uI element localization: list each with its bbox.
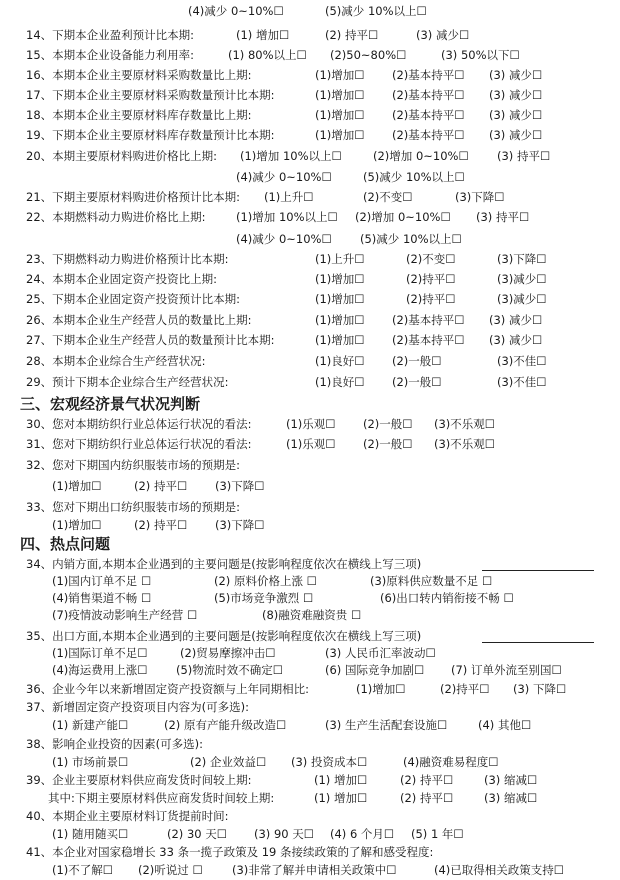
question-line	[0, 290, 620, 309]
question-line	[0, 250, 620, 269]
question-line	[0, 771, 620, 790]
answer-option[interactable]: (5) 1 年☐	[411, 827, 464, 841]
question-line	[0, 230, 620, 249]
question-line	[0, 311, 620, 330]
answer-option[interactable]: (2) 原料价格上涨 ☐	[214, 574, 317, 588]
question-line	[0, 735, 620, 754]
answer-option[interactable]: (3) 减少☐	[489, 333, 543, 347]
question-line	[0, 843, 620, 862]
question-text: 30、您对本期纺织行业总体运行状况的看法:	[26, 417, 252, 431]
answer-option[interactable]: (4)融资难易程度☐	[403, 755, 499, 769]
answer-option[interactable]: (1) 增加☐	[314, 791, 368, 805]
answer-option[interactable]: (2) 持平☐	[400, 791, 454, 805]
answer-option[interactable]: (3) 缩减☐	[484, 773, 538, 787]
answer-option[interactable]: (3) 减少☐	[489, 68, 543, 82]
answer-option[interactable]: (1)上升☐	[264, 190, 314, 204]
question-line	[0, 46, 620, 65]
answer-option[interactable]: (3)下降☐	[497, 252, 547, 266]
answer-option[interactable]: (4)减少 0~10%☐	[188, 4, 284, 18]
answer-option[interactable]: (2)50~80%☐	[330, 48, 407, 62]
answer-option[interactable]: (2) 持平☐	[134, 479, 188, 493]
answer-option[interactable]: (1) 增加☐	[236, 28, 290, 42]
answer-option[interactable]: (1)增加☐	[315, 68, 365, 82]
answer-option[interactable]: (1)乐观☐	[286, 417, 336, 431]
answer-option[interactable]: (3)不乐观☐	[434, 417, 496, 431]
answer-option[interactable]: (2) 原有产能升级改造☐	[164, 718, 287, 732]
answer-option[interactable]: (2)基本持平☐	[392, 333, 465, 347]
answer-option[interactable]: (3) 人民币汇率波动☐	[325, 646, 436, 660]
question-line	[0, 435, 620, 454]
answer-option[interactable]: (6)出口转内销衔接不畅 ☐	[380, 591, 514, 605]
answer-option[interactable]: (2)持平☐	[406, 292, 456, 306]
answer-option[interactable]: (1)增加☐	[315, 292, 365, 306]
question-text: 36、企业今年以来新增固定资产投资额与上年同期相比:	[26, 682, 310, 696]
answer-option[interactable]: (3) 持平☐	[497, 149, 551, 163]
answer-option[interactable]: (4)海运费用上涨☐	[52, 663, 148, 677]
answer-option[interactable]: (2)贸易摩擦冲击☐	[180, 646, 276, 660]
question-line	[0, 352, 620, 371]
answer-option[interactable]: (2) 持平☐	[134, 518, 188, 532]
answer-option[interactable]: (2) 30 天☐	[167, 827, 228, 841]
question-text: 26、本期本企业生产经营人员的数量比上期:	[26, 313, 252, 327]
answer-option[interactable]: (3) 减少☐	[489, 128, 543, 142]
question-line	[0, 270, 620, 289]
question-line	[0, 208, 620, 227]
answer-option[interactable]: (2)增加 0~10%☐	[355, 210, 451, 224]
answer-option[interactable]: (3)不佳☐	[497, 375, 547, 389]
answer-option[interactable]: (1) 市场前景☐	[52, 755, 129, 769]
answer-option[interactable]: (1)乐观☐	[286, 437, 336, 451]
answer-option[interactable]: (2)基本持平☐	[392, 128, 465, 142]
question-line	[0, 825, 620, 844]
question-text: 17、下期本企业主要原材料采购数量预计比本期:	[26, 88, 275, 102]
question-line	[0, 516, 620, 535]
answer-option[interactable]: (4)销售渠道不畅 ☐	[52, 591, 152, 605]
question-line	[0, 753, 620, 772]
answer-option[interactable]: (3) 投资成本☐	[291, 755, 368, 769]
question-text: 31、您对下期纺织行业总体运行状况的看法:	[26, 437, 252, 451]
question-text: 16、本期本企业主要原材料采购数量比上期:	[26, 68, 252, 82]
answer-option[interactable]: (3) 减少☐	[489, 108, 543, 122]
question-text: 32、您对下期国内纺织服装市场的预期是:	[26, 458, 241, 472]
answer-option[interactable]: (3)原料供应数量不足 ☐	[370, 574, 493, 588]
answer-option[interactable]: (3)减少☐	[497, 292, 547, 306]
answer-blank-line[interactable]	[482, 570, 594, 571]
question-text: 34、内销方面,本期本企业遇到的主要问题是(按影响程度依次在横线上写三项)	[26, 557, 422, 571]
answer-option[interactable]: (2) 持平☐	[325, 28, 379, 42]
question-line	[0, 188, 620, 207]
answer-option[interactable]: (3)下降☐	[215, 479, 265, 493]
answer-option[interactable]: (2)听说过 ☐	[138, 863, 203, 877]
answer-option[interactable]: (1)增加☐	[52, 518, 102, 532]
question-text: 25、下期本企业固定资产投资预计比本期:	[26, 292, 241, 306]
question-line	[0, 456, 620, 475]
answer-option[interactable]: (1)上升☐	[315, 252, 365, 266]
answer-option[interactable]: (1)良好☐	[315, 375, 365, 389]
question-line	[0, 26, 620, 45]
answer-option[interactable]: (2)基本持平☐	[392, 313, 465, 327]
answer-option[interactable]: (4) 6 个月☐	[330, 827, 395, 841]
answer-option[interactable]: (3) 生产生活配套设施☐	[325, 718, 448, 732]
question-line	[0, 415, 620, 434]
question-text: 35、出口方面,本期本企业遇到的主要问题是(按影响程度依次在横线上写三项)	[26, 629, 422, 643]
answer-option[interactable]: (2)持平☐	[440, 682, 490, 696]
answer-option[interactable]: (2)一般☐	[392, 375, 442, 389]
answer-option[interactable]: (1)国内订单不足 ☐	[52, 574, 152, 588]
section-heading: 四、热点问题	[20, 535, 111, 553]
answer-option[interactable]: (1)增加☐	[315, 88, 365, 102]
section-heading: 三、宏观经济景气状况判断	[20, 395, 201, 413]
question-text: 39、企业主要原材料供应商发货时间较上期:	[26, 773, 252, 787]
question-text: 37、新增固定资产投资项目内容为(可多选):	[26, 700, 249, 714]
answer-option[interactable]: (4) 其他☐	[478, 718, 532, 732]
answer-option[interactable]: (3)下降☐	[215, 518, 265, 532]
question-line	[0, 807, 620, 826]
question-line	[0, 716, 620, 735]
answer-option[interactable]: (1)增加☐	[315, 128, 365, 142]
answer-option[interactable]: (1) 新建产能☐	[52, 718, 129, 732]
answer-option[interactable]: (3) 减少☐	[416, 28, 470, 42]
question-line	[0, 168, 620, 187]
answer-option[interactable]: (5)市场竞争激烈 ☐	[214, 591, 314, 605]
question-line	[0, 106, 620, 125]
question-text: 33、您对下期出口纺织服装市场的预期是:	[26, 500, 241, 514]
question-text: 28、本期本企业综合生产经营状况:	[26, 354, 206, 368]
answer-option[interactable]: (1) 随用随买☐	[52, 827, 129, 841]
answer-option[interactable]: (3) 下降☐	[513, 682, 567, 696]
answer-option[interactable]: (7)疫情波动影响生产经营 ☐	[52, 608, 198, 622]
question-line	[0, 606, 620, 625]
question-text: 24、本期本企业固定资产投资比上期:	[26, 272, 218, 286]
answer-option[interactable]: (5)减少 10%以上☐	[360, 232, 462, 246]
answer-option[interactable]: (2)基本持平☐	[392, 68, 465, 82]
question-text: 20、本期主要原材料购进价格比上期:	[26, 149, 218, 163]
answer-option[interactable]: (2)不变☐	[406, 252, 456, 266]
answer-option[interactable]: (4)减少 0~10%☐	[236, 170, 332, 184]
question-text: 27、下期本企业生产经营人员的数量预计比本期:	[26, 333, 275, 347]
answer-option[interactable]: (5)减少 10%以上☐	[363, 170, 465, 184]
answer-option[interactable]: (2)基本持平☐	[392, 108, 465, 122]
question-text: 23、下期燃料动力购进价格预计比本期:	[26, 252, 229, 266]
answer-option[interactable]: (1)增加☐	[356, 682, 406, 696]
question-line	[0, 331, 620, 350]
answer-option[interactable]: (3) 减少☐	[489, 88, 543, 102]
question-text: 18、本期本企业主要原材料库存数量比上期:	[26, 108, 252, 122]
answer-blank-line[interactable]	[482, 642, 594, 643]
question-line	[0, 2, 620, 21]
answer-option[interactable]: (1)增加☐	[315, 333, 365, 347]
answer-option[interactable]: (3) 90 天☐	[254, 827, 315, 841]
question-line	[0, 86, 620, 105]
question-line	[0, 147, 620, 166]
question-line	[0, 126, 620, 145]
answer-option[interactable]: (5)物流时效不确定☐	[176, 663, 284, 677]
answer-option[interactable]: (3)非常了解并申请相关政策中☐	[232, 863, 397, 877]
answer-option[interactable]: (2) 企业效益☐	[190, 755, 267, 769]
question-line	[0, 680, 620, 699]
answer-option[interactable]: (2)不变☐	[363, 190, 413, 204]
answer-option[interactable]: (1)不了解☐	[52, 863, 114, 877]
question-text: 22、本期燃料动力购进价格比上期:	[26, 210, 206, 224]
question-text: 其中:下期主要原材料供应商发货时间较上期:	[48, 791, 275, 805]
answer-option[interactable]: (4)减少 0~10%☐	[236, 232, 332, 246]
answer-option[interactable]: (1)增加☐	[315, 272, 365, 286]
question-line	[0, 477, 620, 496]
answer-option[interactable]: (3) 减少☐	[489, 313, 543, 327]
question-text: 19、下期本企业主要原材料库存数量预计比本期:	[26, 128, 275, 142]
answer-option[interactable]: (5)减少 10%以上☐	[325, 4, 427, 18]
question-line	[0, 789, 620, 808]
answer-option[interactable]: (1)增加☐	[315, 108, 365, 122]
answer-option[interactable]: (2) 持平☐	[400, 773, 454, 787]
answer-option[interactable]: (3) 缩减☐	[484, 791, 538, 805]
question-text: 21、下期主要原材料购进价格预计比本期:	[26, 190, 241, 204]
question-text: 38、影响企业投资的因素(可多选):	[26, 737, 203, 751]
answer-option[interactable]: (1)增加☐	[52, 479, 102, 493]
answer-option[interactable]: (3) 50%以下☐	[441, 48, 520, 62]
answer-option[interactable]: (3)不乐观☐	[434, 437, 496, 451]
answer-option[interactable]: (3)减少☐	[497, 272, 547, 286]
question-line	[0, 373, 620, 392]
answer-option[interactable]: (2)一般☐	[363, 437, 413, 451]
question-text: 29、预计下期本企业综合生产经营状况:	[26, 375, 229, 389]
answer-option[interactable]: (4)已取得相关政策支持☐	[434, 863, 565, 877]
answer-option[interactable]: (3)不佳☐	[497, 354, 547, 368]
answer-option[interactable]: (1)增加☐	[315, 313, 365, 327]
question-text: 15、本期本企业设备能力利用率:	[26, 48, 195, 62]
answer-option[interactable]: (2)基本持平☐	[392, 88, 465, 102]
answer-option[interactable]: (1)增加 10%以上☐	[240, 149, 342, 163]
answer-option[interactable]: (7) 订单外流至别国☐	[451, 663, 562, 677]
answer-option[interactable]: (1)国际订单不足☐	[52, 646, 148, 660]
answer-option[interactable]: (2)一般☐	[392, 354, 442, 368]
answer-option[interactable]: (1) 增加☐	[314, 773, 368, 787]
answer-option[interactable]: (8)融资难融资贵 ☐	[262, 608, 362, 622]
question-line	[0, 698, 620, 717]
question-line	[0, 498, 620, 517]
answer-option[interactable]: (1) 80%以上☐	[228, 48, 307, 62]
answer-option[interactable]: (2)持平☐	[406, 272, 456, 286]
question-line	[0, 66, 620, 85]
answer-option[interactable]: (3) 持平☐	[476, 210, 530, 224]
answer-option[interactable]: (6) 国际竞争加剧☐	[325, 663, 425, 677]
answer-option[interactable]: (1)良好☐	[315, 354, 365, 368]
answer-option[interactable]: (3)下降☐	[455, 190, 505, 204]
question-text: 41、本企业对国家稳增长 33 条一揽子政策及 19 条接续政策的了解和感受程度:	[26, 845, 434, 859]
answer-option[interactable]: (2)增加 0~10%☐	[373, 149, 469, 163]
question-text: 40、本期企业主要原材料订货提前时间:	[26, 809, 229, 823]
answer-option[interactable]: (1)增加 10%以上☐	[236, 210, 338, 224]
question-line	[0, 661, 620, 680]
answer-option[interactable]: (2)一般☐	[363, 417, 413, 431]
question-text: 14、下期本企业盈利预计比本期:	[26, 28, 195, 42]
